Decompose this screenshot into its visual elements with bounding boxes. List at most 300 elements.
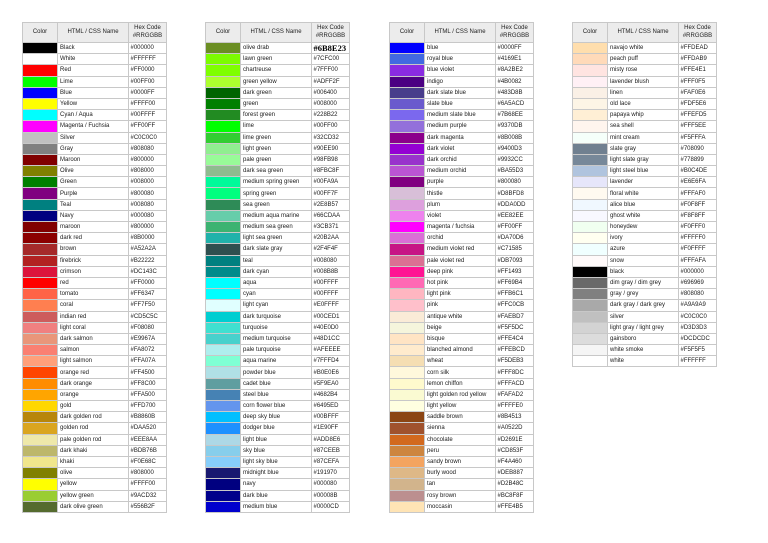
color-name: powder blue	[241, 367, 312, 378]
table-header	[23, 23, 167, 43]
color-swatch	[23, 65, 58, 76]
color-swatch	[390, 121, 425, 132]
color-row	[23, 435, 167, 446]
color-row	[23, 345, 167, 356]
color-row	[390, 233, 534, 244]
hex-code: #DC143C	[129, 267, 167, 278]
color-row	[23, 323, 167, 334]
color-row	[390, 323, 534, 334]
header-name: HTML / CSS Name	[608, 23, 679, 43]
color-swatch	[23, 121, 58, 132]
color-name: forest green	[241, 110, 312, 121]
header-color: Color	[206, 23, 241, 43]
color-name: steel blue	[241, 390, 312, 401]
header-hex-line2: #RRGGBB	[132, 32, 163, 39]
color-name: light slate gray	[608, 155, 679, 166]
color-swatch	[573, 211, 608, 222]
color-swatch	[206, 367, 241, 378]
color-name: lavender blush	[608, 77, 679, 88]
color-name: dim gray / dim grey	[608, 278, 679, 289]
color-name: Navy	[58, 211, 129, 222]
color-row	[573, 345, 717, 356]
color-row	[206, 222, 350, 233]
color-row	[206, 401, 350, 412]
color-swatch	[573, 177, 608, 188]
hex-code: #C0C0C0	[679, 312, 717, 323]
color-name: navajo white	[608, 43, 679, 54]
color-row	[206, 244, 350, 255]
color-swatch	[390, 233, 425, 244]
color-swatch	[206, 211, 241, 222]
color-swatch	[390, 144, 425, 155]
color-row	[390, 479, 534, 490]
color-swatch	[573, 200, 608, 211]
color-swatch	[206, 300, 241, 311]
color-row	[206, 468, 350, 479]
color-name: sienna	[425, 423, 496, 434]
color-name: blanched almond	[425, 345, 496, 356]
color-swatch	[206, 121, 241, 132]
color-row	[23, 312, 167, 323]
color-name: olive drab	[241, 43, 312, 54]
color-name: silver	[608, 312, 679, 323]
color-row	[23, 300, 167, 311]
color-row	[23, 423, 167, 434]
color-name: sandy brown	[425, 457, 496, 468]
color-name: Cyan / Aqua	[58, 110, 129, 121]
color-row	[23, 233, 167, 244]
hex-code: #CD5C5C	[129, 312, 167, 323]
hex-code: #00FF00	[312, 121, 350, 132]
color-swatch	[390, 435, 425, 446]
hex-code: #FFF0F5	[679, 77, 717, 88]
hex-code: #4B0082	[496, 77, 534, 88]
color-swatch	[573, 121, 608, 132]
color-row	[390, 502, 534, 513]
color-name: black	[608, 267, 679, 278]
color-swatch	[390, 379, 425, 390]
hex-code: #DEB887	[496, 468, 534, 479]
color-name: dark cyan	[241, 267, 312, 278]
color-row	[390, 155, 534, 166]
color-row	[390, 43, 534, 54]
hex-code: #808000	[129, 166, 167, 177]
color-swatch	[23, 289, 58, 300]
color-row	[573, 244, 717, 255]
hex-code: #000000	[679, 267, 717, 278]
header-name: HTML / CSS Name	[425, 23, 496, 43]
hex-code: #800000	[129, 222, 167, 233]
color-swatch	[390, 211, 425, 222]
color-name: salmon	[58, 345, 129, 356]
color-name: deep pink	[425, 267, 496, 278]
color-row	[206, 356, 350, 367]
hex-code: #FFE4C4	[496, 334, 534, 345]
color-name: sky blue	[241, 446, 312, 457]
color-row	[23, 65, 167, 76]
color-row	[23, 356, 167, 367]
color-name: dark olive green	[58, 502, 129, 513]
hex-code: #32CD32	[312, 133, 350, 144]
color-swatch	[23, 222, 58, 233]
hex-code: #C71585	[496, 244, 534, 255]
color-row	[206, 43, 350, 54]
color-swatch	[573, 256, 608, 267]
color-row	[206, 99, 350, 110]
color-row	[23, 88, 167, 99]
color-name: magenta / fuchsia	[425, 222, 496, 233]
color-row	[23, 144, 167, 155]
color-row	[390, 412, 534, 423]
hex-code: #8B4513	[496, 412, 534, 423]
color-row	[390, 211, 534, 222]
color-row	[390, 121, 534, 132]
header-color: Color	[390, 23, 425, 43]
color-name: cadet blue	[241, 379, 312, 390]
color-swatch	[573, 233, 608, 244]
color-row	[573, 222, 717, 233]
color-swatch	[206, 491, 241, 502]
hex-code: #BC8F8F	[496, 491, 534, 502]
color-name: firebrick	[58, 256, 129, 267]
color-row	[573, 211, 717, 222]
hex-code: #000080	[129, 211, 167, 222]
color-name: lemon chiffon	[425, 379, 496, 390]
hex-code: #FFFAFA	[679, 256, 717, 267]
hex-code: #9ACD32	[129, 491, 167, 502]
color-row	[206, 491, 350, 502]
color-row	[23, 133, 167, 144]
color-swatch	[206, 323, 241, 334]
hex-code: #A0522D	[496, 423, 534, 434]
color-name: lawn green	[241, 54, 312, 65]
hex-code: #9932CC	[496, 155, 534, 166]
color-name: dark khaki	[58, 446, 129, 457]
color-row	[206, 479, 350, 490]
color-name: green	[241, 99, 312, 110]
hex-code: #FDF5E6	[679, 99, 717, 110]
color-name: honeydew	[608, 222, 679, 233]
color-name: medium orchid	[425, 166, 496, 177]
color-row	[23, 479, 167, 490]
color-name: navy	[241, 479, 312, 490]
hex-code: #808000	[129, 468, 167, 479]
color-swatch	[206, 200, 241, 211]
color-swatch	[390, 390, 425, 401]
hex-code: #7FFF00	[312, 65, 350, 76]
color-row	[23, 188, 167, 199]
color-row	[573, 289, 717, 300]
hex-code: #FFB6C1	[496, 289, 534, 300]
color-swatch	[23, 401, 58, 412]
color-row	[390, 289, 534, 300]
color-row	[206, 65, 350, 76]
color-swatch	[206, 77, 241, 88]
hex-code: #F8F8FF	[679, 211, 717, 222]
color-row	[23, 412, 167, 423]
hex-code: #F5F5DC	[496, 323, 534, 334]
color-name: teal	[241, 256, 312, 267]
color-name: medium sea green	[241, 222, 312, 233]
hex-code: #8B008B	[496, 133, 534, 144]
color-name: spring green	[241, 188, 312, 199]
color-name: orange	[58, 390, 129, 401]
color-swatch	[390, 312, 425, 323]
color-swatch	[23, 133, 58, 144]
hex-code: #CD853F	[496, 446, 534, 457]
color-name: medium aqua marine	[241, 211, 312, 222]
color-swatch	[390, 479, 425, 490]
color-swatch	[23, 479, 58, 490]
color-name: light coral	[58, 323, 129, 334]
color-row	[390, 177, 534, 188]
hex-code: #FF69B4	[496, 278, 534, 289]
color-row	[206, 312, 350, 323]
color-row	[206, 121, 350, 132]
color-name: ivory	[608, 233, 679, 244]
color-row	[206, 390, 350, 401]
color-row	[23, 110, 167, 121]
color-swatch	[573, 267, 608, 278]
color-swatch	[23, 54, 58, 65]
color-row	[206, 200, 350, 211]
color-row	[206, 379, 350, 390]
color-row	[206, 77, 350, 88]
color-name: thistle	[425, 188, 496, 199]
color-row	[573, 200, 717, 211]
color-swatch	[23, 312, 58, 323]
hex-code: #9370DB	[496, 121, 534, 132]
color-name: medium purple	[425, 121, 496, 132]
hex-code: #FF1493	[496, 267, 534, 278]
color-name: medium spring green	[241, 177, 312, 188]
color-name: Maroon	[58, 155, 129, 166]
color-row	[390, 222, 534, 233]
color-row	[206, 133, 350, 144]
color-row	[206, 300, 350, 311]
hex-code: #6B8E23	[312, 43, 350, 54]
hex-code: #C0C0C0	[129, 133, 167, 144]
hex-code: #FFF5EE	[679, 121, 717, 132]
color-row	[23, 200, 167, 211]
color-name: tan	[425, 479, 496, 490]
hex-code: #483D8B	[496, 88, 534, 99]
hex-code: #FF0000	[129, 278, 167, 289]
color-name: light sea green	[241, 233, 312, 244]
color-row	[390, 244, 534, 255]
color-swatch	[206, 65, 241, 76]
hex-code: #F0FFF0	[679, 222, 717, 233]
header-hex-line1: Hex Code	[501, 25, 528, 32]
hex-code: #FF7F50	[129, 300, 167, 311]
color-row	[390, 65, 534, 76]
color-swatch	[390, 267, 425, 278]
color-row	[23, 54, 167, 65]
color-row	[23, 77, 167, 88]
color-swatch	[390, 77, 425, 88]
color-row	[206, 334, 350, 345]
color-row	[206, 177, 350, 188]
color-row	[206, 457, 350, 468]
hex-code: #FFA500	[129, 390, 167, 401]
color-name: Gray	[58, 144, 129, 155]
color-row	[23, 278, 167, 289]
color-name: pale turquoise	[241, 345, 312, 356]
color-row	[573, 356, 717, 367]
hex-code: #8A2BE2	[496, 65, 534, 76]
color-name: moccasin	[425, 502, 496, 513]
color-row	[390, 200, 534, 211]
color-swatch	[206, 502, 241, 513]
hex-code: #B22222	[129, 256, 167, 267]
color-swatch	[573, 65, 608, 76]
color-name: Black	[58, 43, 129, 54]
color-row	[573, 312, 717, 323]
table-body	[390, 43, 534, 513]
color-swatch	[573, 155, 608, 166]
color-name: misty rose	[608, 65, 679, 76]
color-name: light blue	[241, 435, 312, 446]
color-swatch	[206, 144, 241, 155]
color-swatch	[23, 166, 58, 177]
hex-code: #00FFFF	[312, 289, 350, 300]
color-swatch	[23, 267, 58, 278]
color-table	[572, 22, 717, 367]
color-swatch	[390, 244, 425, 255]
hex-code: #F5F5F5	[679, 345, 717, 356]
color-name: gray / grey	[608, 289, 679, 300]
hex-code: #4682B4	[312, 390, 350, 401]
header-hex	[496, 23, 534, 43]
hex-code: #696969	[679, 278, 717, 289]
color-row	[390, 491, 534, 502]
color-row	[573, 267, 717, 278]
color-swatch	[23, 233, 58, 244]
color-name: chartreuse	[241, 65, 312, 76]
color-swatch	[206, 423, 241, 434]
color-name: corn flower blue	[241, 401, 312, 412]
color-swatch	[206, 88, 241, 99]
color-name: peru	[425, 446, 496, 457]
table-header	[573, 23, 717, 43]
color-row	[23, 334, 167, 345]
color-row	[206, 233, 350, 244]
color-name: purple	[425, 177, 496, 188]
header-hex-line2: #RRGGBB	[499, 32, 530, 39]
color-swatch	[23, 457, 58, 468]
color-name: dark red	[58, 233, 129, 244]
color-name: indigo	[425, 77, 496, 88]
color-swatch	[390, 133, 425, 144]
color-name: dark golden rod	[58, 412, 129, 423]
hex-code: #FFDAB9	[679, 54, 717, 65]
color-row	[390, 267, 534, 278]
color-name: lime green	[241, 133, 312, 144]
color-swatch	[390, 177, 425, 188]
color-name: antique white	[425, 312, 496, 323]
color-name: medium blue	[241, 502, 312, 513]
color-name: dark green	[241, 88, 312, 99]
color-name: blue	[425, 43, 496, 54]
color-name: midnight blue	[241, 468, 312, 479]
color-row	[206, 435, 350, 446]
color-swatch	[23, 323, 58, 334]
header-hex-line2: #RRGGBB	[682, 32, 713, 39]
color-name: ghost white	[608, 211, 679, 222]
color-name: Teal	[58, 200, 129, 211]
hex-code: #F0FFFF	[679, 244, 717, 255]
hex-code: #00FF7F	[312, 188, 350, 199]
hex-code: #FFFF00	[129, 479, 167, 490]
hex-code: #00FF00	[129, 77, 167, 88]
color-name: deep sky blue	[241, 412, 312, 423]
color-name: light pink	[425, 289, 496, 300]
color-name: Lime	[58, 77, 129, 88]
color-swatch	[206, 401, 241, 412]
header-color: Color	[573, 23, 608, 43]
color-name: red	[58, 278, 129, 289]
color-row	[23, 43, 167, 54]
color-swatch	[390, 446, 425, 457]
color-swatch	[573, 289, 608, 300]
color-swatch	[390, 200, 425, 211]
table-header	[206, 23, 350, 43]
hex-code: #20B2AA	[312, 233, 350, 244]
color-swatch	[573, 43, 608, 54]
hex-code: #FFFF00	[129, 99, 167, 110]
hex-code: #B0E0E6	[312, 367, 350, 378]
color-swatch	[23, 390, 58, 401]
hex-code: #FFD700	[129, 401, 167, 412]
color-swatch	[390, 300, 425, 311]
hex-code: #EEE8AA	[129, 435, 167, 446]
hex-code: #DB7093	[496, 256, 534, 267]
color-name: hot pink	[425, 278, 496, 289]
color-name: sea green	[241, 200, 312, 211]
hex-code: #00BFFF	[312, 412, 350, 423]
color-row	[573, 166, 717, 177]
hex-code: #6495ED	[312, 401, 350, 412]
color-row	[390, 166, 534, 177]
color-name: Purple	[58, 188, 129, 199]
hex-code: #F0F8FF	[679, 200, 717, 211]
hex-code: #FFE4B5	[496, 502, 534, 513]
color-swatch	[390, 43, 425, 54]
color-swatch	[23, 412, 58, 423]
hex-code: #F5DEB3	[496, 356, 534, 367]
color-row	[23, 211, 167, 222]
table-body	[206, 43, 350, 513]
color-row	[573, 188, 717, 199]
color-name: peach puff	[608, 54, 679, 65]
color-name: gold	[58, 401, 129, 412]
color-name: yellow green	[58, 491, 129, 502]
hex-code: #F4A460	[496, 457, 534, 468]
color-swatch	[23, 200, 58, 211]
color-name: saddle brown	[425, 412, 496, 423]
color-row	[390, 435, 534, 446]
color-name: aqua marine	[241, 356, 312, 367]
color-swatch	[206, 312, 241, 323]
color-name: sea shell	[608, 121, 679, 132]
color-name: light cyan	[241, 300, 312, 311]
color-row	[206, 267, 350, 278]
hex-code: #9400D3	[496, 144, 534, 155]
color-swatch	[390, 222, 425, 233]
color-swatch	[206, 379, 241, 390]
color-row	[23, 177, 167, 188]
color-swatch	[23, 99, 58, 110]
